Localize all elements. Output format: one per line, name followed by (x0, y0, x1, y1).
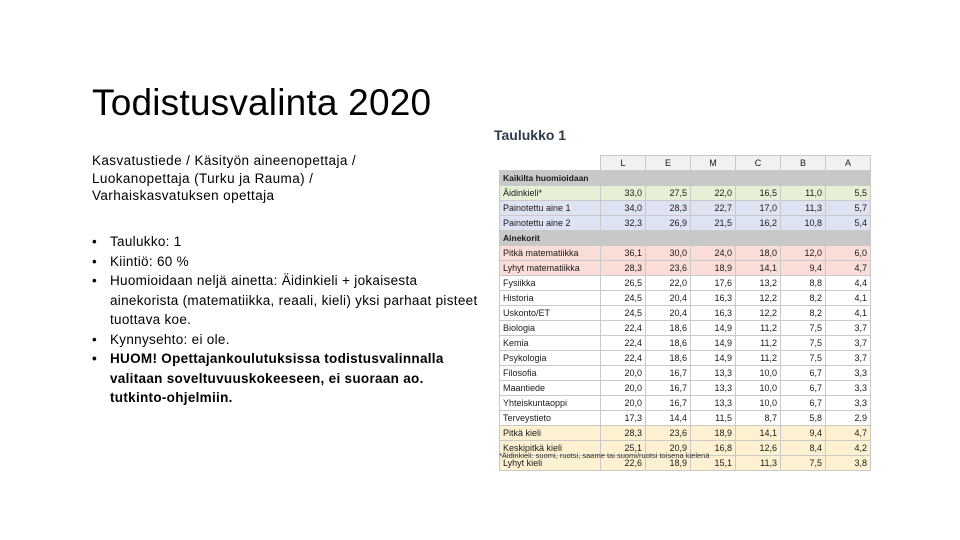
table-cell: 13,2 (736, 276, 781, 291)
table-row (500, 246, 871, 261)
table-cell: 2,9 (826, 411, 871, 426)
row-label: Pitkä kieli (500, 426, 601, 441)
table-cell: 22,7 (691, 201, 736, 216)
row-label: Kemia (500, 336, 601, 351)
table-cell: 11,3 (736, 456, 781, 471)
table-cell: 3,7 (826, 321, 871, 336)
table-row (500, 276, 871, 291)
table-cell: 28,3 (601, 426, 646, 441)
table-cell: 14,9 (691, 321, 736, 336)
table-cell: 20,0 (601, 396, 646, 411)
table-cell: 10,0 (736, 381, 781, 396)
points-table (499, 155, 871, 471)
bullet-item-note: • HUOM! Opettajankoulutuksissa todistusvalinnalla valitaan soveltuvuuskokeeseen, ei suoraan ao. tutkinto-ohjelmiin. (92, 349, 482, 408)
table-cell: 8,2 (781, 291, 826, 306)
row-label: Uskonto/ET (500, 306, 601, 321)
slide-subtitle: Kasvatustiede / Käsityön aineenopettaja / Luokanopettaja (Turku ja Rauma) / Varhaiskasvatuksen opettaja (92, 153, 357, 203)
column-header: B (781, 156, 826, 171)
table-cell: 16,7 (646, 381, 691, 396)
table-cell: 3,7 (826, 351, 871, 366)
table-row (500, 381, 871, 396)
row-label: Biologia (500, 321, 601, 336)
table-cell: 13,3 (691, 366, 736, 381)
table-cell: 28,3 (646, 201, 691, 216)
table-cell: 20,4 (646, 291, 691, 306)
table-cell: 4,7 (826, 426, 871, 441)
slide-title: Todistusvalinta 2020 (92, 82, 432, 123)
table-cell: 11,2 (736, 321, 781, 336)
table-cell: 8,8 (781, 276, 826, 291)
row-label: Keskipitkä kieli (500, 441, 601, 456)
table-cell: 22,4 (601, 336, 646, 351)
table-cell: 16,3 (691, 306, 736, 321)
table-cell: 18,6 (646, 321, 691, 336)
column-header: M (691, 156, 736, 171)
table-cell: 16,8 (691, 441, 736, 456)
table-cell: 23,6 (646, 261, 691, 276)
table-cell: 11,0 (781, 186, 826, 201)
bullet-list (92, 232, 482, 408)
table-footnote: *Äidinkieli: suomi, ruotsi, saame tai suomi/ruotsi toisena kielenä (499, 451, 710, 460)
table-cell: 10,0 (736, 396, 781, 411)
table-cell: 16,3 (691, 291, 736, 306)
table-cell: 14,4 (646, 411, 691, 426)
table-cell: 21,5 (691, 216, 736, 231)
table-cell: 22,6 (601, 456, 646, 471)
table-cell: 9,4 (781, 426, 826, 441)
table-row (500, 336, 871, 351)
table-cell: 13,3 (691, 396, 736, 411)
row-label: Painotettu aine 2 (500, 216, 601, 231)
table-cell: 36,1 (601, 246, 646, 261)
table-cell: 24,5 (601, 291, 646, 306)
section-header: Kaikilta huomioidaan (500, 171, 871, 186)
table-row (500, 201, 871, 216)
table-row (500, 366, 871, 381)
bullet-item: • Kiintiö: 60 % (92, 252, 482, 272)
table-cell: 3,3 (826, 381, 871, 396)
table-row (500, 426, 871, 441)
table-cell: 20,4 (646, 306, 691, 321)
row-label: Maantiede (500, 381, 601, 396)
row-label: Äidinkieli* (500, 186, 601, 201)
table-cell: 32,3 (601, 216, 646, 231)
column-header: C (736, 156, 781, 171)
row-label: Pitkä matematiikka (500, 246, 601, 261)
table-row (500, 216, 871, 231)
row-label: Lyhyt kieli (500, 456, 601, 471)
column-header: L (601, 156, 646, 171)
table-cell: 3,3 (826, 396, 871, 411)
table-cell: 16,5 (736, 186, 781, 201)
table-row (500, 351, 871, 366)
column-header: A (826, 156, 871, 171)
table-cell: 16,7 (646, 366, 691, 381)
table-cell: 17,0 (736, 201, 781, 216)
table-cell: 4,7 (826, 261, 871, 276)
table-cell: 8,4 (781, 441, 826, 456)
table-cell: 16,7 (646, 396, 691, 411)
table-cell: 27,5 (646, 186, 691, 201)
table-row (500, 411, 871, 426)
section-header: Ainekorit (500, 231, 871, 246)
bullet-item: • Taulukko: 1 (92, 232, 482, 252)
table-cell: 7,5 (781, 321, 826, 336)
table-cell: 22,0 (691, 186, 736, 201)
table-cell: 4,1 (826, 291, 871, 306)
table-cell: 3,3 (826, 366, 871, 381)
table-cell: 18,9 (691, 426, 736, 441)
table-cell: 15,1 (691, 456, 736, 471)
table-cell: 8,2 (781, 306, 826, 321)
table-cell: 7,5 (781, 351, 826, 366)
table-cell: 11,2 (736, 336, 781, 351)
table-cell: 28,3 (601, 261, 646, 276)
table-cell: 17,6 (691, 276, 736, 291)
table-cell: 9,4 (781, 261, 826, 276)
row-label: Fysiikka (500, 276, 601, 291)
table-cell: 5,7 (826, 201, 871, 216)
table-cell: 5,5 (826, 186, 871, 201)
bullet-item: • Huomioidaan neljä ainetta: Äidinkieli + jokaisesta ainekorista (matematiikka, reaali, kieli) yksi parhaat pisteet tuottava koe. (92, 271, 482, 330)
table-cell: 11,5 (691, 411, 736, 426)
table-cell: 30,0 (646, 246, 691, 261)
row-label: Lyhyt matematiikka (500, 261, 601, 276)
table-cell: 11,3 (781, 201, 826, 216)
table-caption: Taulukko 1 (494, 127, 567, 143)
table-cell: 4,4 (826, 276, 871, 291)
table-cell: 14,9 (691, 351, 736, 366)
table-cell: 14,9 (691, 336, 736, 351)
table-cell: 22,4 (601, 321, 646, 336)
row-label: Historia (500, 291, 601, 306)
row-label: Terveystieto (500, 411, 601, 426)
table-cell: 8,7 (736, 411, 781, 426)
table-cell: 18,0 (736, 246, 781, 261)
table-cell: 18,9 (691, 261, 736, 276)
table-cell: 22,4 (601, 351, 646, 366)
table-cell: 34,0 (601, 201, 646, 216)
table-cell: 11,2 (736, 351, 781, 366)
table-cell: 5,8 (781, 411, 826, 426)
row-label: Filosofia (500, 366, 601, 381)
table-cell: 5,4 (826, 216, 871, 231)
table-cell: 16,2 (736, 216, 781, 231)
table-cell: 24,0 (691, 246, 736, 261)
table-cell: 7,5 (781, 456, 826, 471)
table-cell: 22,0 (646, 276, 691, 291)
table-cell: 13,3 (691, 381, 736, 396)
row-label: Psykologia (500, 351, 601, 366)
table-cell: 12,0 (781, 246, 826, 261)
table-cell: 3,7 (826, 336, 871, 351)
table-cell: 6,7 (781, 381, 826, 396)
table-cell: 12,6 (736, 441, 781, 456)
table-row (500, 321, 871, 336)
table-cell: 10,8 (781, 216, 826, 231)
table-row (500, 261, 871, 276)
row-label: Painotettu aine 1 (500, 201, 601, 216)
table-cell: 6,7 (781, 396, 826, 411)
table-cell: 18,9 (646, 456, 691, 471)
table-cell: 24,5 (601, 306, 646, 321)
table-cell: 23,6 (646, 426, 691, 441)
table-cell: 12,2 (736, 306, 781, 321)
table-header-row (500, 156, 871, 171)
section-header-row (500, 171, 871, 186)
table-cell: 33,0 (601, 186, 646, 201)
table-cell: 20,0 (601, 381, 646, 396)
table-cell: 12,2 (736, 291, 781, 306)
table-cell: 6,7 (781, 366, 826, 381)
table-cell: 6,0 (826, 246, 871, 261)
table-cell: 26,9 (646, 216, 691, 231)
table-cell: 26,5 (601, 276, 646, 291)
table-cell: 17,3 (601, 411, 646, 426)
table-cell: 20,9 (646, 441, 691, 456)
column-header: E (646, 156, 691, 171)
row-label: Yhteiskuntaoppi (500, 396, 601, 411)
table-cell: 10,0 (736, 366, 781, 381)
table-cell: 14,1 (736, 261, 781, 276)
header-corner (500, 156, 601, 171)
table-row (500, 291, 871, 306)
table-cell: 7,5 (781, 336, 826, 351)
table-cell: 4,2 (826, 441, 871, 456)
table-cell: 18,6 (646, 336, 691, 351)
section-header-row (500, 231, 871, 246)
table-row (500, 186, 871, 201)
table-cell: 3,8 (826, 456, 871, 471)
bullet-item: • Kynnysehto: ei ole. (92, 330, 482, 350)
table-row (500, 396, 871, 411)
table-row (500, 306, 871, 321)
table-cell: 14,1 (736, 426, 781, 441)
table-cell: 18,6 (646, 351, 691, 366)
table-cell: 20,0 (601, 366, 646, 381)
table-cell: 4,1 (826, 306, 871, 321)
table-cell: 25,1 (601, 441, 646, 456)
